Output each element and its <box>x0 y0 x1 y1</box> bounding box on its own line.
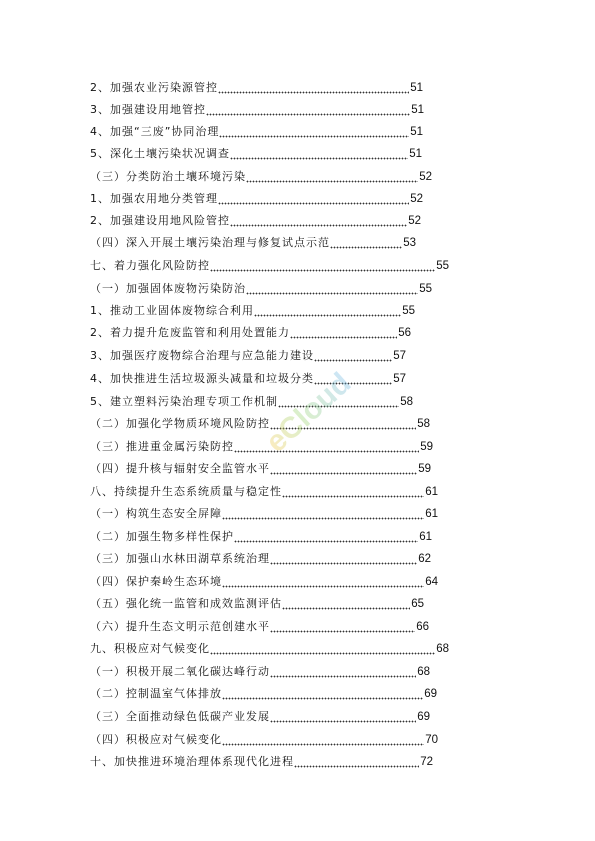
toc-entry-title: （三）推进重金属污染防控 <box>90 440 234 453</box>
toc-entry <box>90 282 432 296</box>
toc-entry-page-number: 52 <box>410 193 423 205</box>
toc-entry-page-number: 52 <box>408 215 421 227</box>
toc-entry-page-number: 55 <box>402 305 415 317</box>
toc-entry-title: 九、积极应对气候变化 <box>90 642 210 655</box>
toc-entry-title: 5、建立塑料污染治理专项工作机制 <box>90 395 278 408</box>
toc-leader-dots <box>282 485 424 499</box>
toc-leader-dots <box>234 440 419 454</box>
toc-leader-dots <box>282 597 410 611</box>
toc-entry-page-number: 69 <box>424 688 437 700</box>
toc-entry <box>90 755 433 769</box>
toc-entry <box>90 642 449 656</box>
toc-entry-page-number: 65 <box>411 598 424 610</box>
toc-entry-title: （二）加强生物多样性保护 <box>90 530 234 543</box>
toc-entry-page-number: 69 <box>417 711 430 723</box>
toc-entry <box>90 575 438 589</box>
toc-leader-dots <box>270 552 417 566</box>
toc-entry-page-number: 61 <box>425 508 438 520</box>
toc-entry-page-number: 59 <box>420 441 433 453</box>
toc-entry-page-number: 62 <box>418 553 431 565</box>
toc-entry <box>90 507 438 521</box>
toc-entry-page-number: 61 <box>419 531 432 543</box>
toc-entry-page-number: 58 <box>400 396 413 408</box>
toc-entry <box>90 440 433 454</box>
toc-entry <box>90 733 438 747</box>
toc-leader-dots <box>278 395 399 409</box>
toc-entry-title: 5、深化土壤污染状况调查 <box>90 147 230 160</box>
toc-entry-title: （四）提升核与辐射安全监管水平 <box>90 462 270 475</box>
toc-entry-page-number: 52 <box>419 171 432 183</box>
toc-entry-page-number: 57 <box>393 350 406 362</box>
toc-entry-title: （四）保护秦岭生态环境 <box>90 575 222 588</box>
toc-entry-title: （三）全面推动绿色低碳产业发展 <box>90 710 270 723</box>
toc-entry-title: 十、加快推进环境治理体系现代化进程 <box>90 755 294 768</box>
toc-entry-title: （四）积极应对气候变化 <box>90 733 222 746</box>
toc-entry <box>90 462 431 476</box>
toc-entry-page-number: 51 <box>410 126 423 138</box>
toc-leader-dots <box>270 462 417 476</box>
toc-entry <box>90 552 431 566</box>
toc-entry-page-number: 59 <box>418 463 431 475</box>
toc-entry-page-number: 68 <box>436 643 449 655</box>
toc-entry-title: （一）积极开展二氧化碳达峰行动 <box>90 665 270 678</box>
toc-entry-title: （五）强化统一监管和成效监测评估 <box>90 597 282 610</box>
toc-entry <box>90 259 449 273</box>
toc-leader-dots <box>218 192 409 206</box>
toc-entry <box>90 530 432 544</box>
toc-entry <box>90 103 424 117</box>
toc-entry <box>90 665 430 679</box>
toc-entry-title: 4、加快推进生活垃圾源头减量和垃圾分类 <box>90 372 314 385</box>
toc-entry-page-number: 56 <box>398 327 411 339</box>
toc-entry <box>90 192 423 206</box>
toc-leader-dots <box>270 620 415 634</box>
toc-leader-dots <box>222 687 423 701</box>
toc-entry-page-number: 51 <box>410 82 423 94</box>
toc-entry-title: （六）提升生态文明示范创建水平 <box>90 620 270 633</box>
toc-entry <box>90 214 421 228</box>
toc-entry-title: 1、加强农用地分类管理 <box>90 192 218 205</box>
toc-leader-dots <box>290 326 397 340</box>
toc-leader-dots <box>206 103 410 117</box>
toc-entry-page-number: 55 <box>436 260 449 272</box>
toc-entry <box>90 687 437 701</box>
toc-entry-page-number: 72 <box>420 756 433 768</box>
toc-entry <box>90 620 429 634</box>
toc-entry-title: 2、着力提升危废监管和利用处置能力 <box>90 326 290 339</box>
toc-entry <box>90 349 406 363</box>
toc-leader-dots <box>234 530 418 544</box>
toc-entry-page-number: 57 <box>393 373 406 385</box>
toc-entry-page-number: 70 <box>425 734 438 746</box>
toc-leader-dots <box>314 372 392 386</box>
toc-entry <box>90 236 416 250</box>
toc-entry <box>90 170 432 184</box>
toc-entry-page-number: 66 <box>416 621 429 633</box>
toc-entry <box>90 125 423 139</box>
toc-leader-dots <box>314 349 392 363</box>
toc-entry-page-number: 68 <box>417 666 430 678</box>
toc-leader-dots <box>222 507 424 521</box>
toc-leader-dots <box>270 710 416 724</box>
toc-entry-title: 2、加强建设用地风险管控 <box>90 214 230 227</box>
toc-leader-dots <box>210 642 435 656</box>
toc-leader-dots <box>230 214 407 228</box>
toc-entry-title: （二）控制温室气体排放 <box>90 687 222 700</box>
toc-entry-title: 2、加强农业污染源管控 <box>90 81 218 94</box>
toc-leader-dots <box>246 170 418 184</box>
toc-entry-title: 七、着力强化风险防控 <box>90 259 210 272</box>
toc-leader-dots <box>270 417 416 431</box>
toc-entry-page-number: 53 <box>403 237 416 249</box>
toc-entry-title: （三）加强山水林田湖草系统治理 <box>90 552 270 565</box>
toc-entry-title: （一）构筑生态安全屏障 <box>90 507 222 520</box>
toc-entry-page-number: 64 <box>425 576 438 588</box>
toc-entry-title: 1、推动工业固体废物综合利用 <box>90 304 254 317</box>
toc-leader-dots <box>270 665 416 679</box>
toc-leader-dots <box>230 147 408 161</box>
toc-entry <box>90 304 415 318</box>
toc-entry-title: 3、加强建设用地管控 <box>90 103 206 116</box>
toc-leader-dots <box>246 282 418 296</box>
toc-leader-dots <box>294 755 419 769</box>
toc-entry <box>90 710 430 724</box>
toc-entry-page-number: 58 <box>417 418 430 430</box>
toc-leader-dots <box>222 575 424 589</box>
toc-entry <box>90 147 422 161</box>
toc-leader-dots <box>219 125 409 139</box>
toc-entry <box>90 597 424 611</box>
toc-entry-page-number: 51 <box>409 148 422 160</box>
toc-entry-title: （三）分类防治土壤环境污染 <box>90 170 246 183</box>
toc-entry <box>90 485 438 499</box>
toc-entry-title: （二）加强化学物质环境风险防控 <box>90 417 270 430</box>
toc-entry-title: （一）加强固体废物污染防治 <box>90 282 246 295</box>
toc-entry-page-number: 61 <box>425 486 438 498</box>
toc-entry-page-number: 51 <box>411 104 424 116</box>
toc-leader-dots <box>330 236 402 250</box>
watermark-logo: eCloud <box>259 366 358 459</box>
toc-entry <box>90 372 406 386</box>
toc-leader-dots <box>210 259 435 273</box>
toc-entry-page-number: 55 <box>419 283 432 295</box>
toc-leader-dots <box>254 304 401 318</box>
toc-entry <box>90 326 411 340</box>
toc-entry <box>90 417 430 431</box>
toc-leader-dots <box>222 733 424 747</box>
toc-entry-title: （四）深入开展土壤污染治理与修复试点示范 <box>90 236 330 249</box>
toc-entry <box>90 81 423 95</box>
toc-entry-title: 4、加强“三废”协同治理 <box>90 125 220 138</box>
toc-entry <box>90 395 413 409</box>
toc-leader-dots <box>218 81 409 95</box>
toc-entry-title: 八、持续提升生态系统质量与稳定性 <box>90 485 282 498</box>
toc-entry-title: 3、加强医疗废物综合治理与应急能力建设 <box>90 349 314 362</box>
